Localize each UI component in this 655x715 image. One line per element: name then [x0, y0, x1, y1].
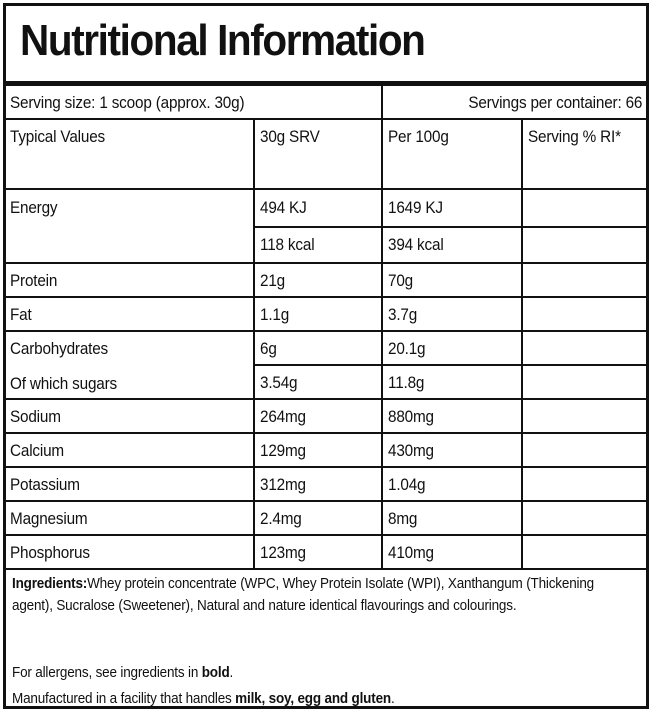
allergen-bold: bold — [201, 664, 230, 681]
rule-energy-kj — [253, 226, 646, 228]
cell-sodium-100g: 880mg — [388, 407, 434, 426]
facility-bold: milk, soy, egg and gluten — [235, 690, 391, 707]
nutrition-panel — [3, 3, 649, 709]
col-rule-3 — [521, 118, 523, 568]
header-per-100g: Per 100g — [388, 127, 449, 146]
facility-prefix: Manufactured in a facility that handles — [12, 690, 236, 707]
allergen-prefix: For allergens, see ingredients in — [12, 664, 202, 681]
cell-fat-srv: 1.1g — [260, 305, 290, 324]
rule-after-sodium — [6, 432, 646, 434]
rule-after-protein — [6, 296, 646, 298]
rule-after-energy — [6, 262, 646, 264]
cell-calcium-100g: 430mg — [388, 441, 434, 460]
rule-after-magnesium — [6, 534, 646, 536]
cell-magnesium-100g: 8mg — [388, 509, 418, 528]
cell-potassium-100g: 1.04g — [388, 475, 426, 494]
cell-potassium-srv: 312mg — [260, 475, 306, 494]
header-30g-srv: 30g SRV — [260, 127, 320, 146]
ingredients-label: Ingredients: — [12, 575, 88, 592]
header-serving-ri: Serving % RI* — [528, 127, 621, 146]
row-name-fat: Fat — [10, 305, 32, 324]
rule-under-title — [6, 81, 646, 86]
cell-protein-100g: 70g — [388, 271, 413, 290]
header-typical-values: Typical Values — [10, 127, 106, 146]
rule-under-headers — [6, 188, 646, 190]
cell-sugars-srv: 3.54g — [260, 373, 298, 392]
cell-energy-kj-100g: 1649 KJ — [388, 198, 443, 217]
facility-note — [12, 688, 633, 710]
row-name-sugars: Of which sugars — [10, 374, 118, 393]
cell-energy-kcal-srv: 118 kcal — [260, 235, 315, 254]
cell-carbs-100g: 20.1g — [388, 339, 426, 358]
cell-phosphorus-100g: 410mg — [388, 543, 434, 562]
cell-fat-100g: 3.7g — [388, 305, 418, 324]
allergen-suffix: . — [229, 664, 234, 681]
facility-suffix: . — [390, 690, 395, 707]
cell-protein-srv: 21g — [260, 271, 285, 290]
serving-size: Serving size: 1 scoop (approx. 30g) — [10, 93, 245, 112]
row-name-calcium: Calcium — [10, 441, 65, 460]
rule-after-sugars — [6, 398, 646, 400]
row-name-magnesium: Magnesium — [10, 509, 88, 528]
row-name-protein: Protein — [10, 271, 58, 290]
col-rule-2 — [381, 118, 383, 568]
cell-carbs-srv: 6g — [260, 339, 277, 358]
ingredients-text: Whey protein concentrate (WPC, Whey Protein Isolate (WPI), Xanthangum (Thickening agent), Sucralose (Sweetener), Natural and nature identical flavourings and colourings. — [12, 575, 595, 614]
col-rule-serving — [381, 86, 383, 118]
rule-after-fat — [6, 330, 646, 332]
rule-after-calcium — [6, 466, 646, 468]
rule-after-phosphorus — [6, 568, 646, 570]
cell-phosphorus-srv: 123mg — [260, 543, 306, 562]
row-name-phosphorus: Phosphorus — [10, 543, 90, 562]
row-name-potassium: Potassium — [10, 475, 80, 494]
rule-carbs — [253, 364, 646, 366]
cell-magnesium-srv: 2.4mg — [260, 509, 302, 528]
cell-sodium-srv: 264mg — [260, 407, 306, 426]
cell-sugars-100g: 11.8g — [388, 373, 425, 392]
rule-after-potassium — [6, 500, 646, 502]
col-rule-1 — [253, 118, 255, 568]
rule-under-serving — [6, 118, 646, 120]
servings-per-container: Servings per container: 66 — [468, 93, 642, 112]
row-name-energy: Energy — [10, 198, 58, 217]
cell-energy-kj-srv: 494 KJ — [260, 198, 307, 217]
page-title: Nutritional Information — [20, 16, 425, 65]
row-name-sodium: Sodium — [10, 407, 61, 426]
cell-calcium-srv: 129mg — [260, 441, 306, 460]
allergen-note — [12, 662, 633, 684]
cell-energy-kcal-100g: 394 kcal — [388, 235, 444, 254]
ingredients-statement — [12, 573, 633, 617]
row-name-carbohydrates: Carbohydrates — [10, 339, 109, 358]
